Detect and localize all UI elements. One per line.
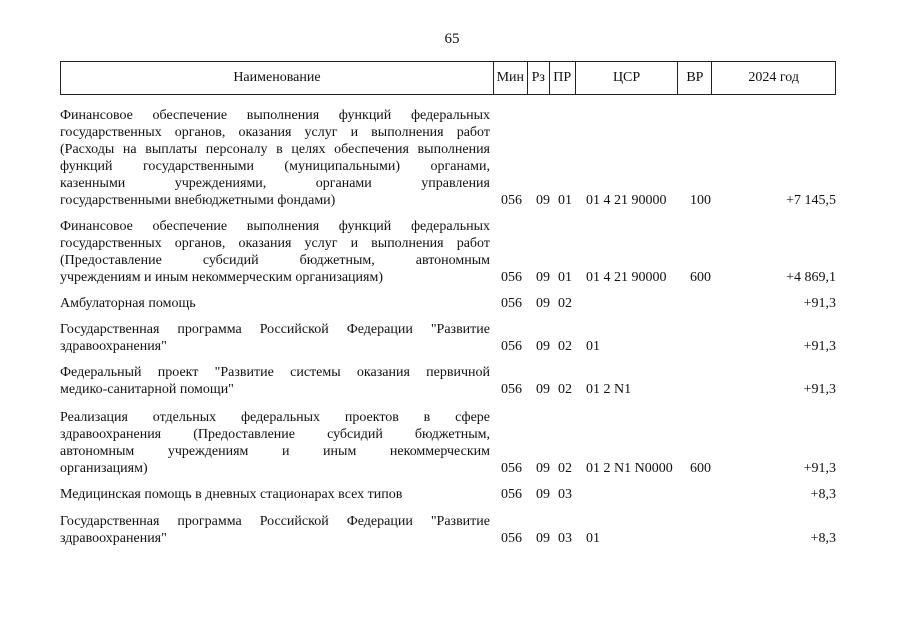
header-vr: ВР <box>677 62 711 94</box>
row-vr: 100 <box>690 193 711 208</box>
row-name-line: здравоохранения (Предоставление субсидий бюджетным, <box>60 427 490 442</box>
table-row <box>60 295 836 312</box>
row-amount: +91,3 <box>803 382 836 397</box>
row-name <box>60 409 490 477</box>
row-min: 056 <box>501 296 522 311</box>
row-pr: 01 <box>558 270 572 285</box>
row-pr: 02 <box>558 382 572 397</box>
row-amount: +8,3 <box>810 487 836 502</box>
row-csr: 01 2 N1 N0000 <box>586 461 673 476</box>
row-name-line: Финансовое обеспечение выполнения функций федеральных <box>60 108 490 123</box>
row-csr: 01 2 N1 <box>586 382 632 397</box>
row-name-line: казенными учреждениями, органами управления <box>60 176 490 191</box>
table-row <box>60 409 836 477</box>
row-name-line: учреждениям и иным некоммерческим организациям) <box>60 270 384 285</box>
row-vr: 600 <box>690 461 711 476</box>
row-amount: +7 145,5 <box>786 193 836 208</box>
row-rz: 09 <box>536 270 550 285</box>
header-min: Мин <box>493 62 527 94</box>
row-name-line: государственными внебюджетными фондами) <box>60 193 336 208</box>
row-csr: 01 4 21 90000 <box>586 270 667 285</box>
row-name-line: автономным учреждениям и иным некоммерческим <box>60 444 490 459</box>
row-rz: 09 <box>536 487 550 502</box>
row-amount: +91,3 <box>803 296 836 311</box>
row-csr: 01 <box>586 531 600 546</box>
row-rz: 09 <box>536 193 550 208</box>
row-amount: +4 869,1 <box>786 270 836 285</box>
row-vr: 600 <box>690 270 711 285</box>
row-name <box>60 513 490 547</box>
header-csr: ЦСР <box>575 62 678 94</box>
row-amount: +8,3 <box>810 531 836 546</box>
row-name-line: Государственная программа Российской Федерации "Развитие <box>60 514 490 529</box>
row-name <box>60 364 490 398</box>
row-name-line: государственных органов, оказания услуг и выполнения работ <box>60 125 490 140</box>
row-pr: 02 <box>558 461 572 476</box>
row-name <box>60 486 490 503</box>
row-name-line: Федеральный проект "Развитие системы оказания первичной <box>60 365 490 380</box>
row-name <box>60 295 490 312</box>
row-name-line: здравоохранения" <box>60 531 167 546</box>
table-row <box>60 321 836 355</box>
row-rz: 09 <box>536 461 550 476</box>
row-name-line: здравоохранения" <box>60 339 167 354</box>
row-name-line: функций государственными (муниципальными) органами, <box>60 159 490 174</box>
row-name-line: Реализация отдельных федеральных проектов в сфере <box>60 410 490 425</box>
header-pr: ПР <box>549 62 575 94</box>
row-min: 056 <box>501 339 522 354</box>
row-name-line: медико-санитарной помощи" <box>60 382 234 397</box>
row-name-line: (Предоставление субсидий бюджетным, автономным <box>60 253 490 268</box>
row-rz: 09 <box>536 382 550 397</box>
header-rz: Рз <box>527 62 549 94</box>
page-number: 65 <box>444 31 460 47</box>
row-name-line: государственных органов, оказания услуг и выполнения работ <box>60 236 490 251</box>
row-min: 056 <box>501 531 522 546</box>
row-name <box>60 107 490 209</box>
row-pr: 03 <box>558 487 572 502</box>
table-row <box>60 218 836 286</box>
row-min: 056 <box>501 382 522 397</box>
row-name <box>60 321 490 355</box>
table-body <box>60 107 836 547</box>
row-pr: 02 <box>558 339 572 354</box>
header-name: Наименование <box>233 70 321 85</box>
row-name <box>60 218 490 286</box>
table-header <box>60 61 836 95</box>
row-min: 056 <box>501 270 522 285</box>
row-name-line: (Расходы на выплаты персоналу в целях обеспечения выполнения <box>60 142 490 157</box>
row-pr: 02 <box>558 296 572 311</box>
row-rz: 09 <box>536 339 550 354</box>
row-name-line: Финансовое обеспечение выполнения функций федеральных <box>60 219 490 234</box>
row-name-line: Государственная программа Российской Федерации "Развитие <box>60 322 490 337</box>
row-pr: 01 <box>558 193 572 208</box>
row-rz: 09 <box>536 531 550 546</box>
row-name-line: организациям) <box>60 461 148 476</box>
row-amount: +91,3 <box>803 461 836 476</box>
row-min: 056 <box>501 461 522 476</box>
table-row <box>60 513 836 547</box>
row-pr: 03 <box>558 531 572 546</box>
row-csr: 01 4 21 90000 <box>586 193 667 208</box>
row-name-line: Амбулаторная помощь <box>60 296 196 311</box>
row-min: 056 <box>501 487 522 502</box>
row-name-line: Медицинская помощь в дневных стационарах всех типов <box>60 487 403 502</box>
row-csr: 01 <box>586 339 600 354</box>
row-rz: 09 <box>536 296 550 311</box>
header-year: 2024 год <box>711 62 835 94</box>
row-amount: +91,3 <box>803 339 836 354</box>
row-min: 056 <box>501 193 522 208</box>
table-row <box>60 486 836 503</box>
table-row <box>60 107 836 209</box>
table-row <box>60 364 836 398</box>
